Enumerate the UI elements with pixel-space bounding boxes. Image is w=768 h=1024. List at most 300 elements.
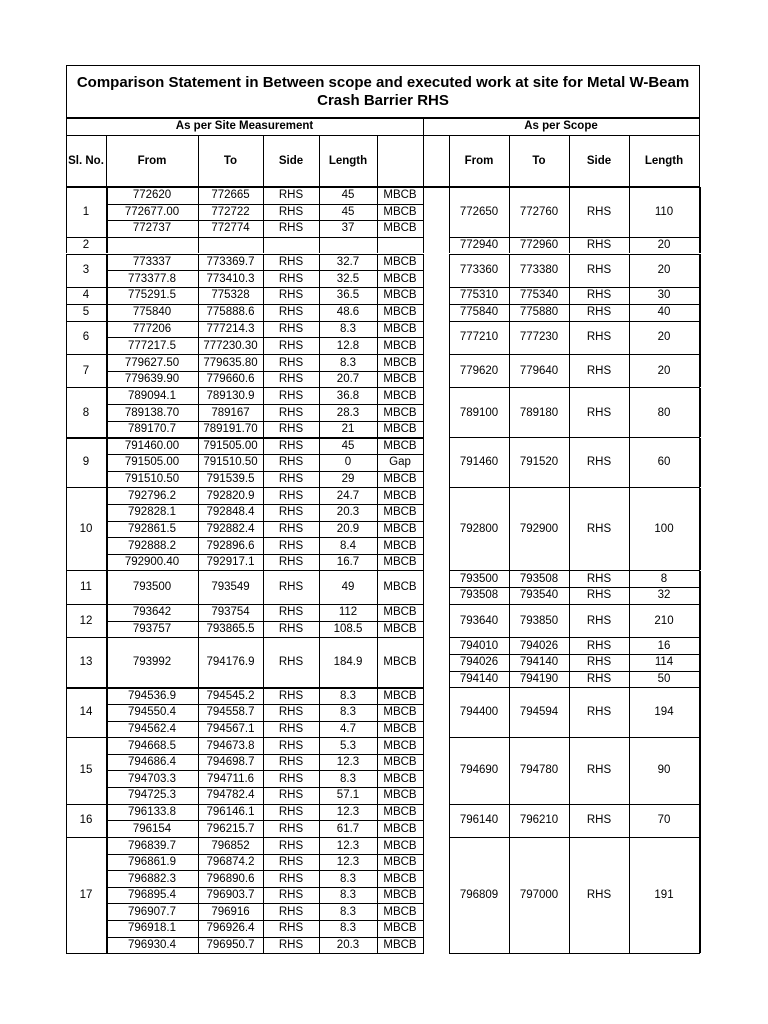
site-type: MBCB xyxy=(383,656,417,669)
grid-line xyxy=(106,321,108,354)
grid-line xyxy=(423,438,424,488)
grid-line xyxy=(319,837,320,953)
grid-line xyxy=(377,237,378,254)
scope-side: RHS xyxy=(586,522,612,535)
site-to: 772722 xyxy=(211,205,250,218)
site-type: MBCB xyxy=(383,581,417,594)
grid-line xyxy=(377,187,378,237)
site-to: 779635.80 xyxy=(203,356,258,369)
site-to: 773410.3 xyxy=(206,272,255,285)
site-from: 796895.4 xyxy=(128,889,176,902)
scope-side: RHS xyxy=(586,706,612,719)
grid-line xyxy=(569,354,570,387)
scope-side: RHS xyxy=(586,672,612,685)
site-to: 772665 xyxy=(211,189,250,202)
grid-line xyxy=(423,488,424,571)
scope-side: RHS xyxy=(586,614,612,627)
grid-line xyxy=(263,304,264,321)
site-length: 20.9 xyxy=(336,522,360,535)
site-to: 773369.7 xyxy=(206,256,255,269)
site-type: MBCB xyxy=(383,722,417,735)
grid-line xyxy=(629,637,630,687)
grid-line xyxy=(569,321,570,354)
site-side: RHS xyxy=(278,473,304,486)
scope-from: 775840 xyxy=(459,306,499,319)
site-to: 794558.7 xyxy=(206,706,255,719)
scope-to: 777230 xyxy=(519,331,559,344)
site-side: RHS xyxy=(278,205,304,218)
site-side: RHS xyxy=(278,306,304,319)
grid-line xyxy=(66,254,67,287)
site-to: 794567.1 xyxy=(206,722,255,735)
site-type: MBCB xyxy=(383,389,417,402)
site-length: 12.3 xyxy=(336,756,360,769)
grid-line xyxy=(699,117,700,187)
site-type: MBCB xyxy=(383,806,417,819)
site-side: RHS xyxy=(278,423,304,436)
site-length: 8.3 xyxy=(340,889,356,902)
serial-number-4: 4 xyxy=(82,289,90,302)
site-side: RHS xyxy=(278,222,304,235)
grid-line xyxy=(66,438,67,488)
site-length: 12.3 xyxy=(336,839,360,852)
site-to: 796146.1 xyxy=(206,806,255,819)
grid-line xyxy=(449,488,450,571)
grid-line xyxy=(106,488,108,571)
scope-side: RHS xyxy=(586,264,612,277)
grid-line xyxy=(509,304,510,321)
site-from: 796861.9 xyxy=(128,856,176,869)
scope-length: 20 xyxy=(657,264,671,277)
site-to: 796903.7 xyxy=(206,889,255,902)
grid-line xyxy=(509,354,510,387)
serial-number-16: 16 xyxy=(79,814,93,827)
site-from: 789094.1 xyxy=(128,389,176,402)
site-side: RHS xyxy=(278,756,304,769)
serial-number-8: 8 xyxy=(82,406,90,419)
site-type: MBCB xyxy=(383,839,417,852)
site-to: 792917.1 xyxy=(206,556,255,569)
scope-length: 100 xyxy=(654,522,674,535)
site-to: 796926.4 xyxy=(206,922,255,935)
site-from: 789138.70 xyxy=(124,406,180,419)
scope-from: 773360 xyxy=(459,264,499,277)
grid-line xyxy=(569,304,570,321)
scope-side: RHS xyxy=(586,331,612,344)
site-type: MBCB xyxy=(383,306,417,319)
grid-line xyxy=(198,287,199,304)
grid-line xyxy=(449,654,700,655)
grid-line xyxy=(66,604,67,637)
scope-length: 80 xyxy=(657,406,671,419)
site-length: 48.6 xyxy=(336,306,360,319)
grid-line xyxy=(569,737,570,803)
grid-line xyxy=(66,637,67,687)
site-side: RHS xyxy=(278,622,304,635)
grid-line xyxy=(509,737,510,803)
scope-side: RHS xyxy=(586,205,612,218)
site-length: 8.3 xyxy=(340,905,356,918)
site-from: 794703.3 xyxy=(128,772,176,785)
grid-line xyxy=(629,438,630,488)
grid-line xyxy=(699,354,701,387)
scope-from: 793640 xyxy=(459,614,499,627)
site-to: 794698.7 xyxy=(206,756,255,769)
scope-side: RHS xyxy=(586,589,612,602)
site-from: 796839.7 xyxy=(128,839,176,852)
grid-line xyxy=(699,604,701,637)
site-side: RHS xyxy=(278,656,304,669)
site-from: 773377.8 xyxy=(128,272,176,285)
site-to: 794711.6 xyxy=(206,772,255,785)
grid-line xyxy=(699,571,701,604)
grid-line xyxy=(423,687,424,737)
site-side: RHS xyxy=(278,581,304,594)
scope-side: RHS xyxy=(586,572,612,585)
site-length: 61.7 xyxy=(336,822,360,835)
site-to: 792882.4 xyxy=(206,522,255,535)
site-from: 792900.40 xyxy=(124,556,180,569)
grid-line xyxy=(699,804,701,837)
grid-line xyxy=(377,388,378,438)
grid-line xyxy=(319,488,320,571)
site-type: MBCB xyxy=(383,339,417,352)
site-from: 772677.00 xyxy=(124,205,180,218)
grid-line xyxy=(569,187,570,237)
grid-line xyxy=(66,117,700,118)
grid-line xyxy=(629,135,630,187)
site-side: RHS xyxy=(278,256,304,269)
site-side: RHS xyxy=(278,905,304,918)
site-to: 796215.7 xyxy=(206,822,255,835)
grid-line xyxy=(377,737,378,803)
scope-length: 40 xyxy=(657,306,671,319)
grid-line xyxy=(509,321,510,354)
site-side: RHS xyxy=(278,872,304,885)
grid-line xyxy=(319,571,320,604)
grid-line xyxy=(569,287,570,304)
grid-line xyxy=(319,254,320,287)
grid-line xyxy=(569,237,570,254)
site-length: 20.7 xyxy=(336,373,360,386)
scope-to: 793540 xyxy=(519,589,559,602)
scope-from: 789100 xyxy=(459,406,499,419)
grid-line xyxy=(263,354,264,387)
site-from: 772620 xyxy=(132,189,172,202)
scope-side: RHS xyxy=(586,656,612,669)
serial-number-7: 7 xyxy=(82,364,90,377)
grid-line xyxy=(629,187,630,237)
site-type: MBCB xyxy=(383,689,417,702)
grid-line xyxy=(629,237,630,254)
grid-line xyxy=(423,804,424,837)
grid-line xyxy=(699,388,701,438)
site-from: 793500 xyxy=(132,581,172,594)
grid-line xyxy=(66,737,67,803)
site-type: MBCB xyxy=(383,439,417,452)
grid-line xyxy=(423,571,424,604)
grid-line xyxy=(198,687,199,737)
scope-to: 775880 xyxy=(519,306,559,319)
grid-line xyxy=(699,187,701,237)
grid-line xyxy=(569,571,570,604)
grid-line xyxy=(66,187,67,237)
grid-line xyxy=(66,117,67,135)
grid-line xyxy=(509,287,510,304)
col-header-to: To xyxy=(223,155,238,167)
scope-to: 779640 xyxy=(519,364,559,377)
site-length: 184.9 xyxy=(333,656,363,669)
scope-length: 16 xyxy=(657,639,671,652)
scope-length: 191 xyxy=(654,889,674,902)
scope-to: 794594 xyxy=(519,706,559,719)
site-type: MBCB xyxy=(383,772,417,785)
site-length: 45 xyxy=(341,439,355,452)
grid-line xyxy=(319,287,320,304)
site-to: 793549 xyxy=(211,581,250,594)
grid-line xyxy=(106,637,108,687)
scope-side: RHS xyxy=(586,239,612,252)
site-from: 793642 xyxy=(132,606,172,619)
grid-line xyxy=(263,321,264,354)
grid-line xyxy=(198,354,199,387)
grid-line xyxy=(449,254,450,287)
grid-line xyxy=(263,135,264,187)
grid-line xyxy=(377,687,378,737)
grid-line xyxy=(377,804,378,837)
site-from: 793992 xyxy=(132,656,172,669)
site-type: MBCB xyxy=(383,272,417,285)
grid-line xyxy=(319,388,320,438)
serial-number-12: 12 xyxy=(79,614,93,627)
col-header-scope-length: Length xyxy=(644,155,684,167)
scope-to: 773380 xyxy=(519,264,559,277)
grid-line xyxy=(319,237,320,254)
scope-from: 794010 xyxy=(459,639,499,652)
grid-line xyxy=(263,804,264,837)
scope-to: 797000 xyxy=(519,889,559,902)
col-header-scope-to: To xyxy=(532,155,546,167)
site-length: 8.4 xyxy=(340,539,356,552)
grid-line xyxy=(198,304,199,321)
site-side: RHS xyxy=(278,272,304,285)
site-side: RHS xyxy=(278,739,304,752)
grid-line xyxy=(66,287,67,304)
scope-from: 779620 xyxy=(459,364,499,377)
serial-number-13: 13 xyxy=(79,656,93,669)
site-to: 789191.70 xyxy=(203,423,258,436)
scope-from: 775310 xyxy=(459,289,499,302)
grid-line xyxy=(106,687,108,737)
site-to: 794782.4 xyxy=(206,789,255,802)
scope-to: 775340 xyxy=(519,289,559,302)
grid-line xyxy=(377,354,378,387)
grid-line xyxy=(629,254,630,287)
grid-line xyxy=(198,187,199,237)
site-from: 796907.7 xyxy=(128,905,176,918)
scope-to: 794140 xyxy=(519,656,559,669)
grid-line xyxy=(449,438,450,488)
col-header-scope-from: From xyxy=(464,155,494,167)
grid-line xyxy=(319,804,320,837)
site-length: 8.3 xyxy=(340,772,356,785)
site-to: 777230.30 xyxy=(203,339,258,352)
grid-line xyxy=(198,637,199,687)
site-type: MBCB xyxy=(383,789,417,802)
site-type: MBCB xyxy=(383,922,417,935)
grid-line xyxy=(263,604,264,637)
scope-to: 772760 xyxy=(519,205,559,218)
scope-to: 793850 xyxy=(519,614,559,627)
grid-line xyxy=(423,604,424,637)
grid-line xyxy=(377,837,378,953)
grid-line xyxy=(423,737,424,803)
grid-line xyxy=(263,737,264,803)
col-header-from: From xyxy=(137,155,167,167)
site-from: 794536.9 xyxy=(128,689,176,702)
site-type: MBCB xyxy=(383,872,417,885)
site-from: 789170.7 xyxy=(128,423,176,436)
grid-line xyxy=(423,254,424,287)
grid-line xyxy=(198,237,199,254)
grid-line xyxy=(423,354,424,387)
grid-line xyxy=(319,321,320,354)
site-length: 45 xyxy=(341,189,355,202)
serial-number-9: 9 xyxy=(82,456,90,469)
site-from: 773337 xyxy=(132,256,172,269)
site-type: MBCB xyxy=(383,356,417,369)
grid-line xyxy=(509,237,510,254)
serial-number-2: 2 xyxy=(82,239,90,252)
site-side: RHS xyxy=(278,373,304,386)
site-from: 794686.4 xyxy=(128,756,176,769)
grid-line xyxy=(198,321,199,354)
site-side: RHS xyxy=(278,789,304,802)
site-from: 794725.3 xyxy=(128,789,176,802)
grid-line xyxy=(569,488,570,571)
site-from: 791460.00 xyxy=(124,439,180,452)
scope-side: RHS xyxy=(586,814,612,827)
scope-from: 796140 xyxy=(459,814,499,827)
site-side: RHS xyxy=(278,339,304,352)
site-type: MBCB xyxy=(383,905,417,918)
grid-line xyxy=(449,287,450,304)
grid-line xyxy=(569,637,570,687)
site-length: 45 xyxy=(341,205,355,218)
site-length: 108.5 xyxy=(333,622,363,635)
grid-line xyxy=(106,254,108,287)
grid-line xyxy=(66,354,67,387)
grid-line xyxy=(319,687,320,737)
site-from: 796133.8 xyxy=(128,806,176,819)
grid-line xyxy=(319,737,320,803)
col-header-length: Length xyxy=(328,155,368,167)
grid-line xyxy=(198,804,199,837)
scope-to: 772960 xyxy=(519,239,559,252)
site-from: 792828.1 xyxy=(128,506,176,519)
grid-line xyxy=(106,837,108,953)
scope-side: RHS xyxy=(586,364,612,377)
grid-line xyxy=(377,135,378,187)
grid-line xyxy=(449,804,450,837)
site-side: RHS xyxy=(278,189,304,202)
site-length: 5.3 xyxy=(340,739,356,752)
scope-length: 8 xyxy=(660,572,668,585)
grid-line xyxy=(569,254,570,287)
comparison-sheet xyxy=(66,65,700,949)
site-side: RHS xyxy=(278,822,304,835)
grid-line xyxy=(509,571,510,604)
scope-from: 772940 xyxy=(459,239,499,252)
grid-line xyxy=(377,571,378,604)
site-type: MBCB xyxy=(383,756,417,769)
site-side: RHS xyxy=(278,606,304,619)
site-side: RHS xyxy=(278,506,304,519)
grid-line xyxy=(66,304,67,321)
grid-line xyxy=(106,804,108,837)
site-to: 779660.6 xyxy=(206,373,255,386)
grid-line xyxy=(449,388,450,438)
grid-line xyxy=(423,321,424,354)
site-to xyxy=(198,237,263,254)
grid-line xyxy=(106,135,107,187)
site-length: 12.8 xyxy=(336,339,360,352)
grid-line xyxy=(449,354,450,387)
scope-to: 789180 xyxy=(519,406,559,419)
grid-line xyxy=(449,587,700,588)
site-length: 12.3 xyxy=(336,806,360,819)
site-side: RHS xyxy=(278,856,304,869)
site-side: RHS xyxy=(278,439,304,452)
scope-side: RHS xyxy=(586,306,612,319)
site-type: MBCB xyxy=(383,938,417,951)
grid-line xyxy=(699,254,701,287)
grid-line xyxy=(569,388,570,438)
scope-length: 60 xyxy=(657,456,671,469)
grid-line xyxy=(569,135,570,187)
grid-line xyxy=(699,488,701,571)
grid-line xyxy=(629,287,630,304)
scope-length: 90 xyxy=(657,764,671,777)
scope-from: 777210 xyxy=(459,331,499,344)
grid-line xyxy=(66,687,67,737)
site-length: 8.3 xyxy=(340,872,356,885)
site-length: 32.7 xyxy=(336,256,360,269)
grid-line xyxy=(106,737,108,803)
site-side: RHS xyxy=(278,289,304,302)
scope-from: 796809 xyxy=(459,889,499,902)
grid-line xyxy=(449,304,450,321)
site-from: 792888.2 xyxy=(128,539,176,552)
grid-line xyxy=(629,354,630,387)
grid-line xyxy=(198,488,199,571)
site-from: 777206 xyxy=(132,323,172,336)
grid-line xyxy=(106,571,108,604)
grid-line xyxy=(263,438,264,488)
site-type: MBCB xyxy=(383,406,417,419)
site-length: 29 xyxy=(341,473,355,486)
grid-line xyxy=(699,687,701,737)
grid-line xyxy=(509,804,510,837)
site-from: 792796.2 xyxy=(128,489,176,502)
grid-line xyxy=(66,135,67,187)
site-side: RHS xyxy=(278,722,304,735)
scope-from: 794026 xyxy=(459,656,499,669)
grid-line xyxy=(423,287,424,304)
site-length: 8.3 xyxy=(340,356,356,369)
site-length: 57.1 xyxy=(336,789,360,802)
scope-length: 20 xyxy=(657,239,671,252)
